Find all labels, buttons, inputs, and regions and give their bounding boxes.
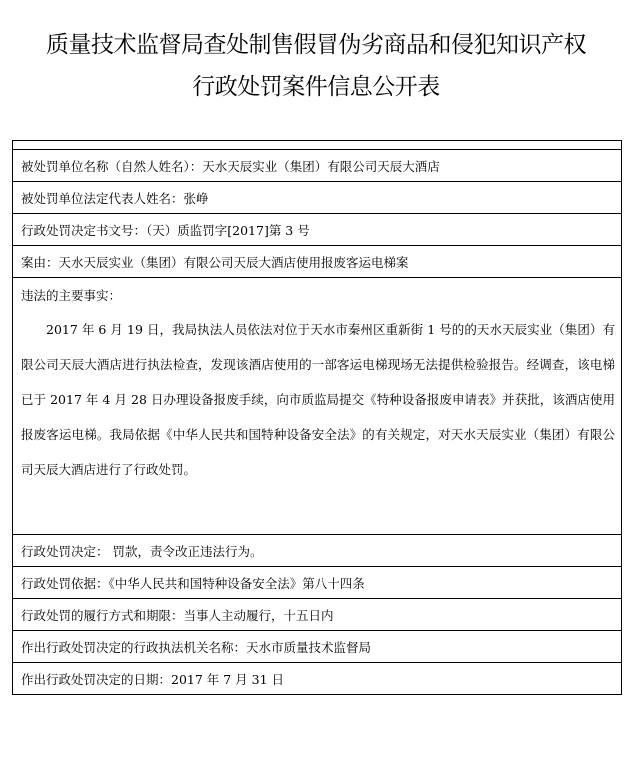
- party-name-cell: 被处罚单位名称（自然人姓名）：天水天辰实业（集团）有限公司天辰大酒店: [13, 150, 622, 182]
- table-row: [13, 631, 622, 663]
- table-row: [13, 246, 622, 278]
- doc-number-cell: 行政处罚决定书文号：（天）质监罚字[2017]第 3 号: [13, 214, 622, 246]
- basis-cell: 行政处罚依据：《中华人民共和国特种设备安全法》第八十四条: [13, 567, 622, 599]
- table-row: [13, 182, 622, 214]
- facts-body: 2017 年 6 月 19 日，我局执法人员依法对位于天水市秦州区重新街 1 号的的天水天辰实业（集团）有限公司天辰大酒店进行执法检查，发现该酒店使用的一部客运电梯现场无法提供检验报告。经调查，该电梯已于 2017 年 4 月 28 日办理设备报废手续，向市质监局提交《特种设备报废申请表》并获批，该酒店使用报废客运电梯。我局依据《中华人民共和国特种设备安全法》的有关规定，对天水天辰实业（集团）有限公司天辰大酒店进行了行政处罚。: [21, 322, 615, 477]
- table-row: [13, 278, 622, 535]
- table-row: [13, 567, 622, 599]
- table-top-spacer-row: [13, 141, 622, 150]
- table-row: [13, 150, 622, 182]
- facts-cell: [13, 278, 622, 535]
- table-row: [13, 663, 622, 695]
- authority-cell: 作出行政处罚决定的行政执法机关名称：天水市质量技术监督局: [13, 631, 622, 663]
- table-row: [13, 214, 622, 246]
- decision-cell: 行政处罚决定： 罚款，责令改正违法行为。: [13, 535, 622, 567]
- date-cell: 作出行政处罚决定的日期：2017 年 7 月 31 日: [13, 663, 622, 695]
- facts-label: 违法的主要事实：: [21, 288, 122, 303]
- table-row: [13, 535, 622, 567]
- legal-rep-cell: 被处罚单位法定代表人姓名：张峥: [13, 182, 622, 214]
- table-row: [13, 599, 622, 631]
- document-title-line-2: 行政处罚案件信息公开表: [192, 74, 440, 100]
- case-info-table: [12, 140, 622, 695]
- execution-cell: 行政处罚的履行方式和期限：当事人主动履行，十五日内: [13, 599, 622, 631]
- document-title-line-1: 质量技术监督局查处制售假冒伪劣商品和侵犯知识产权: [46, 32, 586, 58]
- case-cause-cell: 案由：天水天辰实业（集团）有限公司天辰大酒店使用报废客运电梯案: [13, 246, 622, 278]
- spacer-cell: [13, 141, 622, 150]
